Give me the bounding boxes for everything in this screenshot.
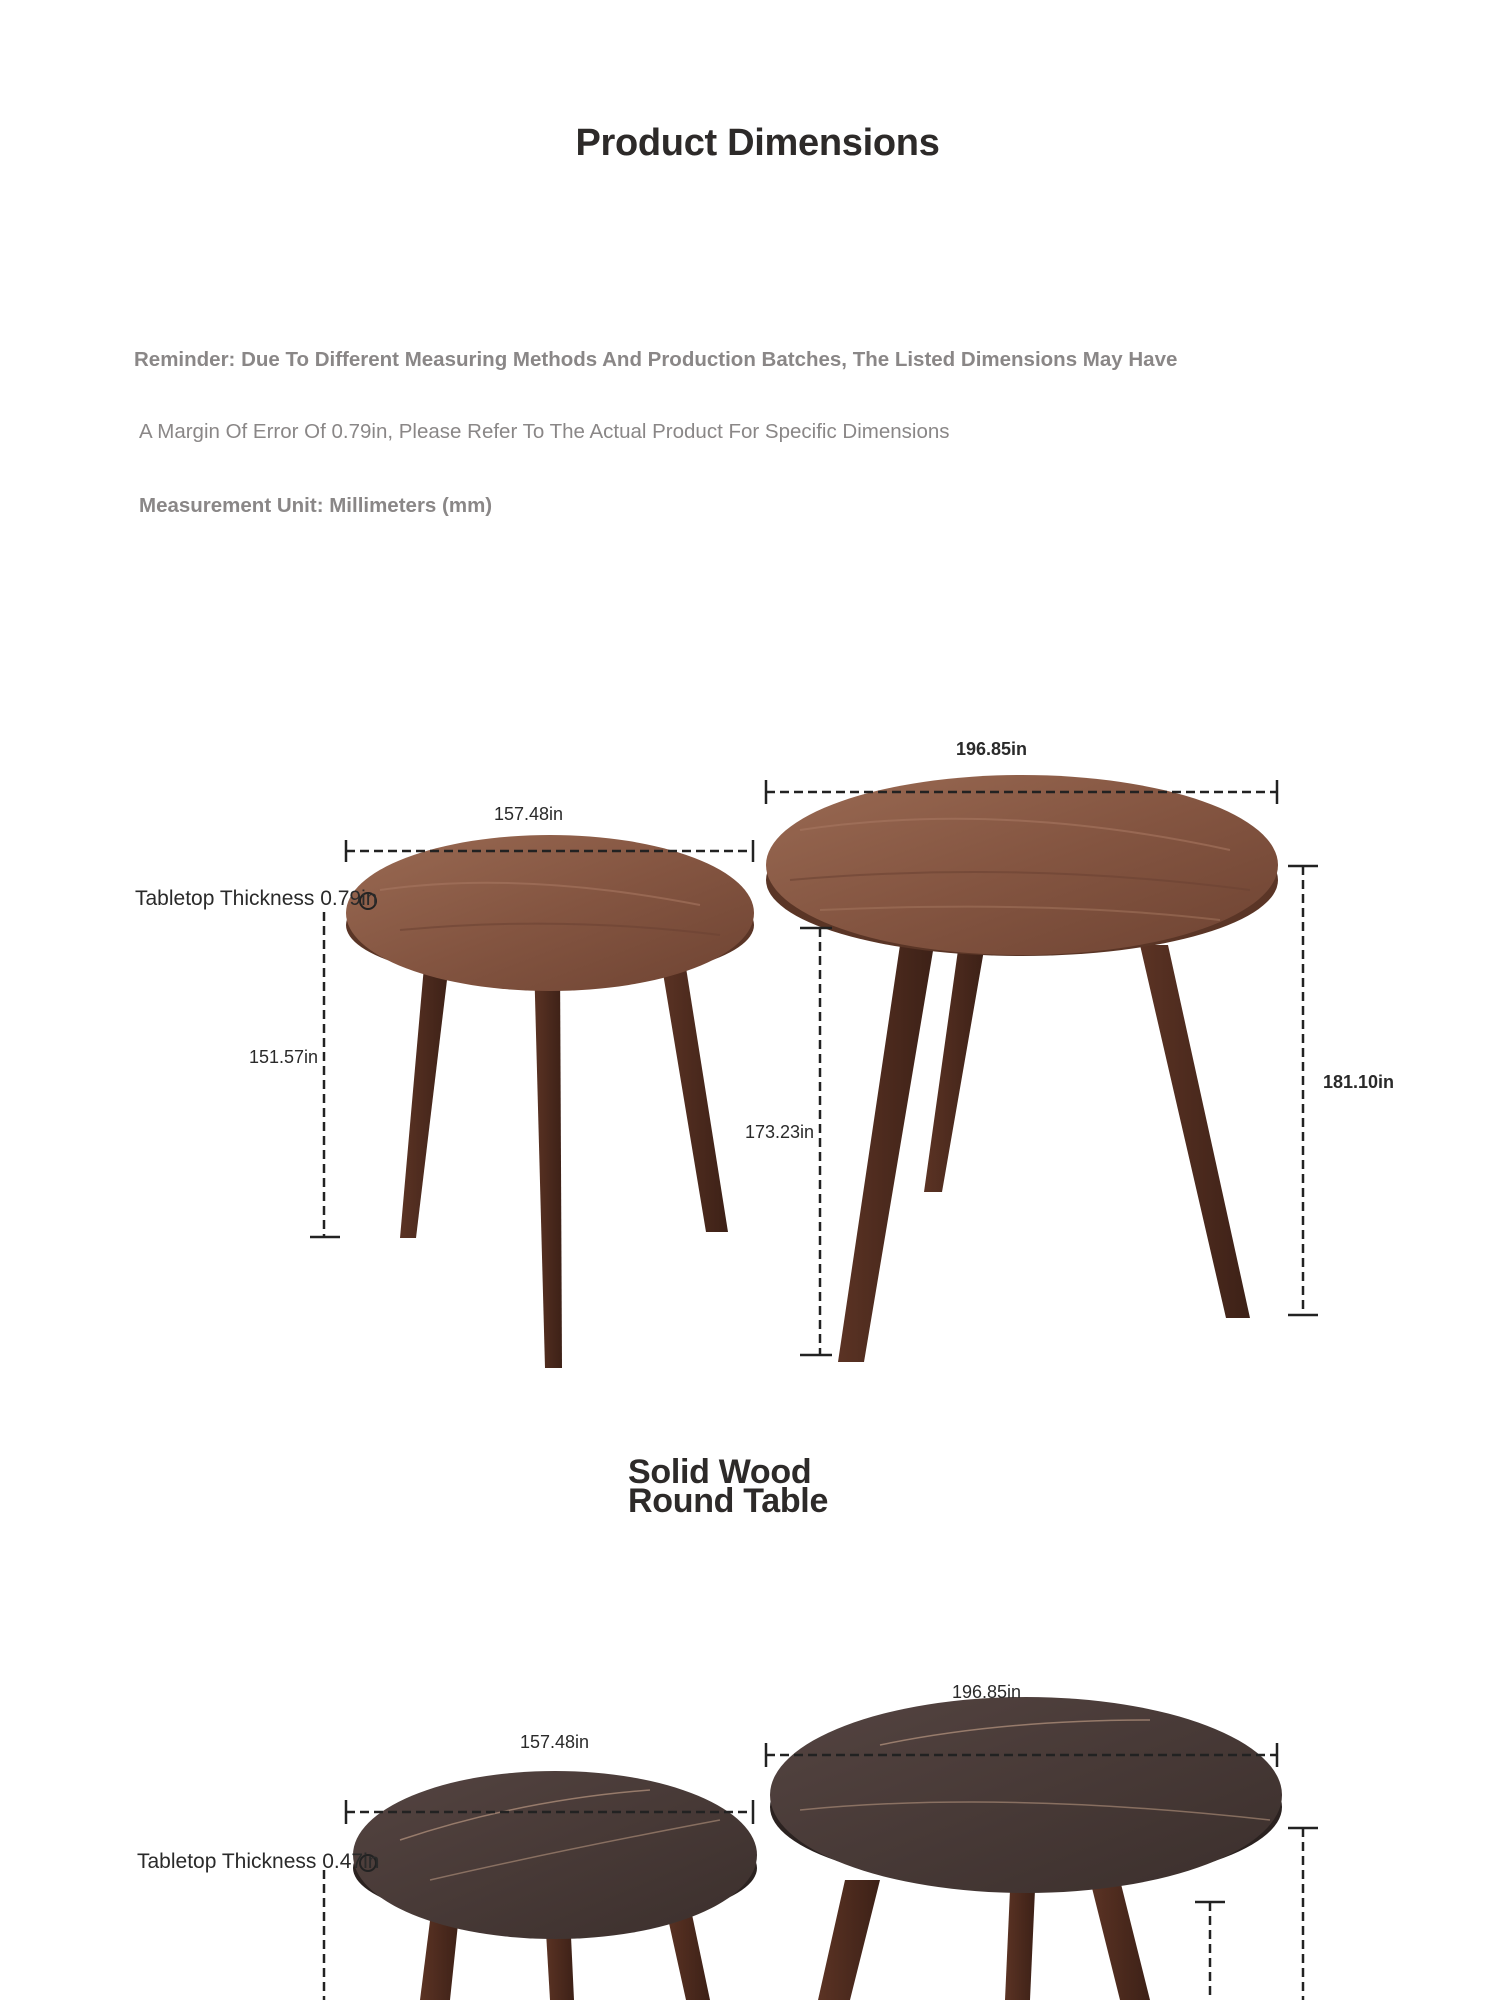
- wood-set-heading: [628, 1453, 829, 1520]
- wood-large-leg-height-label: 173.23in: [745, 1122, 815, 1142]
- wood-set-heading-line1: Solid Wood: [628, 1453, 812, 1491]
- reminder-line-2: A Margin Of Error Of 0.79in, Please Refer To The Actual Product For Specific Dimensions: [139, 420, 950, 443]
- wood-thickness-label: Tabletop Thickness 0.79in: [135, 887, 378, 910]
- slate-small-width-label: 157.48in: [520, 1732, 590, 1752]
- wood-small-width-label: 157.48in: [494, 804, 564, 824]
- slate-thickness-label: Tabletop Thickness 0.47in: [137, 1850, 380, 1873]
- reminder-line-1: Reminder: Due To Different Measuring Methods And Production Batches, The Listed Dimensions May Have: [134, 348, 1178, 371]
- wood-large-width-label: 196.85in: [956, 739, 1028, 759]
- small-wood-table: [346, 835, 754, 1368]
- wood-large-height-label: 181.10in: [1323, 1072, 1395, 1092]
- measurement-unit: Measurement Unit: Millimeters (mm): [139, 494, 493, 517]
- slate-large-width-label: 196.85in: [952, 1682, 1022, 1702]
- large-slate-table: [770, 1697, 1282, 2000]
- page-title: Product Dimensions: [575, 122, 940, 164]
- wood-set-heading-line2: Round Table: [628, 1482, 829, 1520]
- wood-small-height-label: 151.57in: [249, 1047, 319, 1067]
- large-wood-table: [766, 775, 1278, 1362]
- small-slate-table: [353, 1771, 757, 2000]
